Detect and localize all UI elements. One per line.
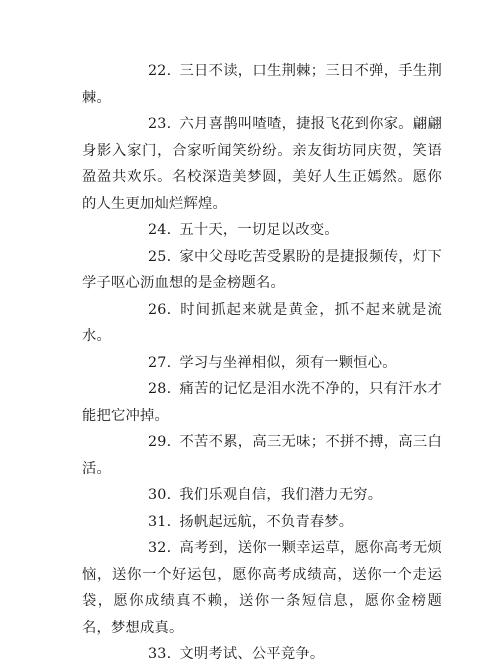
list-item	[82, 535, 442, 641]
list-item	[82, 58, 442, 111]
item-text: 痛苦的记忆是泪水洗不净的，只有汗水才能把它冲掉。	[82, 381, 442, 424]
list-item	[82, 429, 442, 482]
item-text: 不苦不累，高三无味；不拼不搏，高三白活。	[82, 434, 442, 477]
list-item	[82, 244, 442, 297]
item-text: 五十天，一切足以改变。	[179, 222, 339, 238]
list-item	[82, 297, 442, 350]
item-text: 扬帆起远航，不负青春梦。	[179, 513, 354, 530]
list-item	[82, 217, 442, 244]
item-number: 29.	[148, 434, 172, 450]
item-number: 27.	[148, 354, 172, 371]
quote-list	[82, 58, 442, 668]
list-item	[82, 350, 442, 377]
list-item	[82, 482, 442, 509]
list-item	[82, 641, 442, 668]
item-number: 28.	[148, 381, 172, 397]
item-text: 六月喜鹊叫喳喳，捷报飞花到你家。翩翩身影入家门，合家听闻笑纷纷。亲友街坊同庆贺，笑语盈盈共欢乐。名校深造美梦圆，美好人生正嫣然。愿你的人生更加灿烂辉煌。	[82, 116, 442, 212]
item-text: 时间抓起来就是黄金，抓不起来就是流水。	[82, 301, 442, 344]
item-number: 25.	[148, 248, 172, 265]
item-number: 31.	[148, 513, 172, 530]
item-text: 高考到，送你一颗幸运草，愿你高考无烦恼，送你一个好运包，愿你高考成绩高，送你一个走运袋，愿你成绩真不赖，送你一条短信息，愿你金榜题名，梦想成真。	[82, 540, 442, 636]
item-text: 我们乐观自信，我们潜力无穷。	[179, 487, 383, 503]
item-text: 学习与坐禅相似，须有一颗恒心。	[179, 354, 397, 371]
item-text: 文明考试、公平竞争。	[179, 646, 325, 662]
list-item	[82, 509, 442, 536]
list-item	[82, 376, 442, 429]
item-number: 22.	[148, 63, 172, 79]
item-number: 24.	[148, 222, 172, 238]
item-number: 23.	[148, 116, 172, 132]
list-item	[82, 111, 442, 217]
item-number: 30.	[148, 487, 172, 503]
item-number: 33.	[148, 646, 172, 662]
item-number: 32.	[148, 540, 172, 556]
item-text: 三日不读，口生荆棘；三日不弹，手生荆棘。	[82, 63, 442, 106]
item-number: 26.	[148, 301, 172, 318]
item-text: 家中父母吃苦受累盼的是捷报频传，灯下学子呕心沥血想的是金榜题名。	[82, 248, 442, 291]
